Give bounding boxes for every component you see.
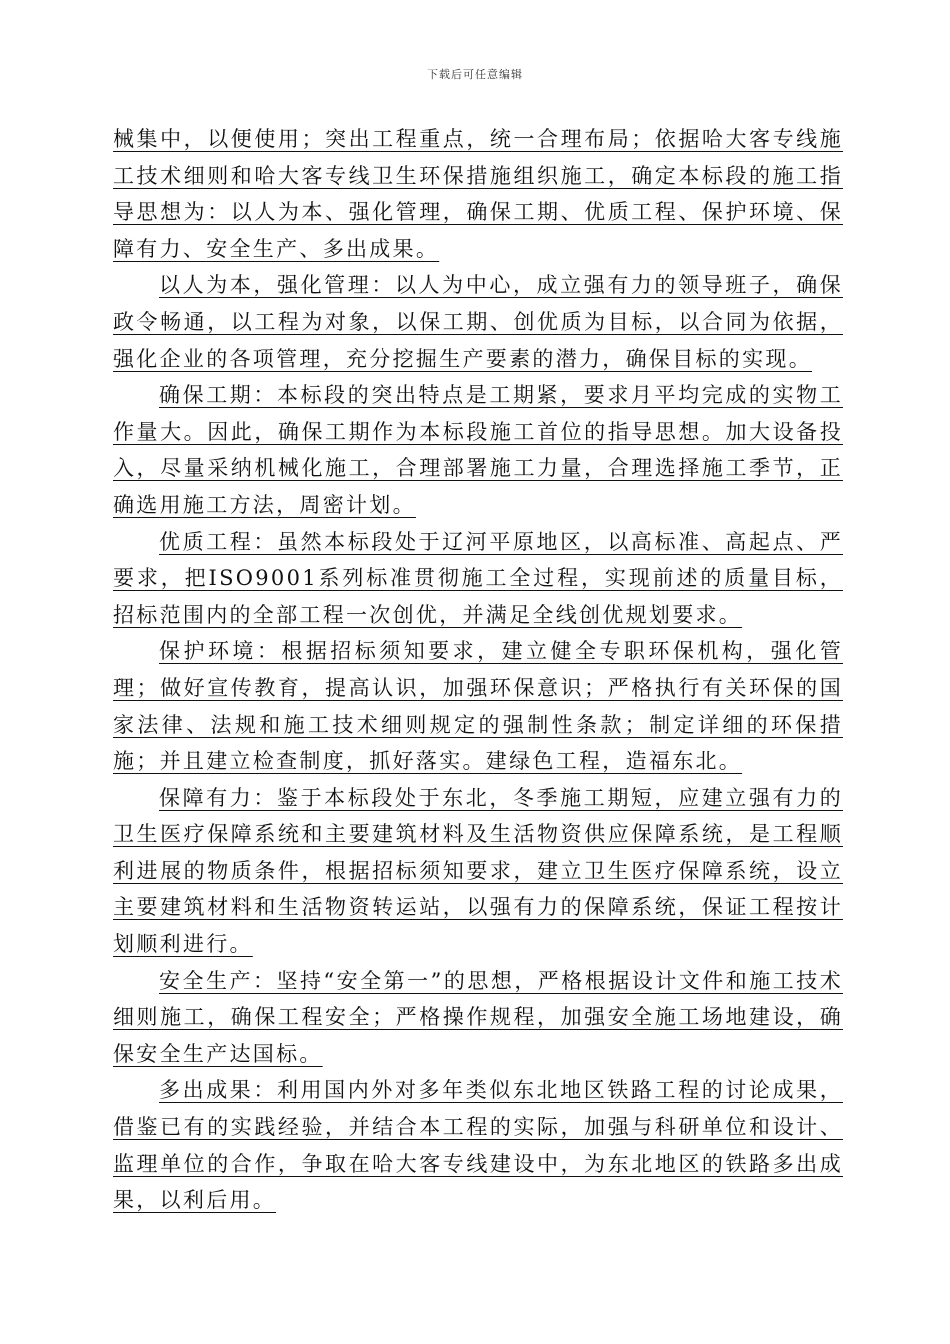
paragraph-quality: 优质工程：虽然本标段处于辽河平原地区，以高标准、高起点、严要求，把ISO9001系列标准贯彻施工全过程，实现前述的质量目标，招标范围内的全部工程一次创优，并满足全线创优规划要求。 xyxy=(113,529,843,627)
document-body xyxy=(113,121,843,1219)
paragraph-safety: 安全生产：坚持“安全第一”的思想，严格根据设计文件和施工技术细则施工，确保工程安全；严格操作规程，加强安全施工场地建设，确保安全生产达国标。 xyxy=(113,968,843,1066)
page-header: 下载后可任意编辑 xyxy=(427,68,523,81)
paragraph-results: 多出成果：利用国内外对多年类似东北地区铁路工程的讨论成果，借鉴已有的实践经验，并结合本工程的实际，加强与科研单位和设计、监理单位的合作，争取在哈大客专线建设中，为东北地区的铁路多出成果，以利后用。 xyxy=(113,1078,843,1213)
paragraph-environment: 保护环境：根据招标须知要求，建立健全专职环保机构，强化管理；做好宣传教育，提高认识，加强环保意识；严格执行有关环保的国家法律、法规和施工技术细则规定的强制性条款；制定详细的环保措施；并且建立检查制度，抓好落实。建绿色工程，造福东北。 xyxy=(113,639,843,774)
paragraph-schedule: 确保工期：本标段的突出特点是工期紧，要求月平均完成的实物工作量大。因此，确保工期作为本标段施工首位的指导思想。加大设备投入，尽量采纳机械化施工，合理部署施工力量，合理选择施工季节，正确选用施工方法，周密计划。 xyxy=(113,383,843,517)
paragraph-people-oriented: 以人为本，强化管理：以人为中心，成立强有力的领导班子，确保政令畅通，以工程为对象，以保工期、创优质为目标，以合同为依据，强化企业的各项管理，充分挖掘生产要素的潜力，确保目标的实现。 xyxy=(113,273,843,371)
paragraph-support: 保障有力：鉴于本标段处于东北，冬季施工期短，应建立强有力的卫生医疗保障系统和主要建筑材料及生活物资供应保障系统，是工程顺利进展的物质条件，根据招标须知要求，建立卫生医疗保障系统，设立主要建筑材料和生活物资转运站，以强有力的保障系统，保证工程按计划顺利进行。 xyxy=(113,785,843,957)
paragraph-intro: 械集中，以便使用；突出工程重点，统一合理布局；依据哈大客专线施工技术细则和哈大客专线卫生环保措施组织施工，确定本标段的施工指导思想为：以人为本、强化管理，确保工期、优质工程、保护环境、保障有力、安全生产、多出成果。 xyxy=(113,127,843,261)
